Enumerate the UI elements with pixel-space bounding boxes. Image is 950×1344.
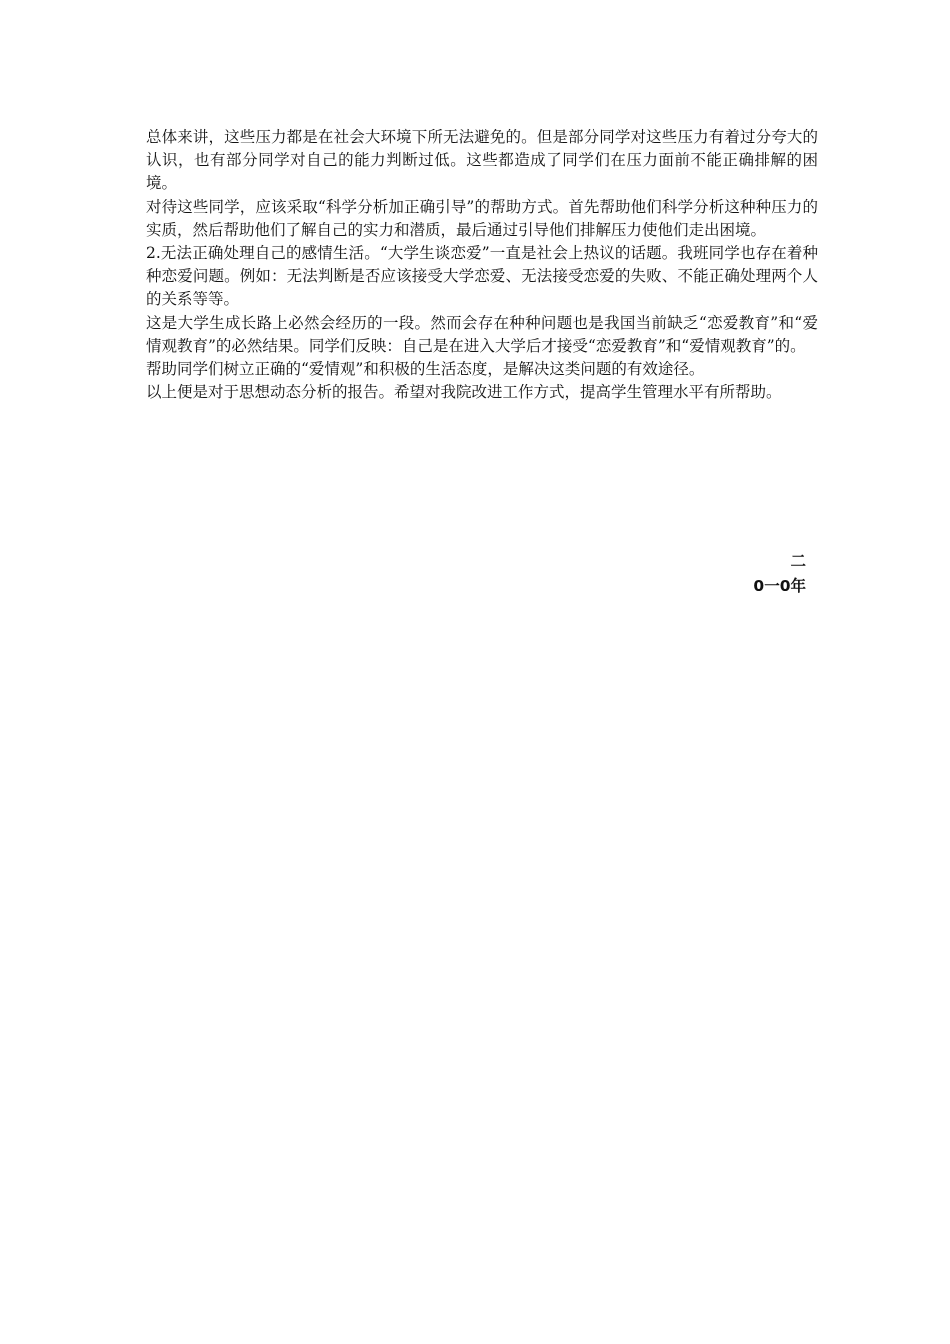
signoff-date bbox=[753, 549, 806, 599]
paragraph-conclusion: 以上便是对于思想动态分析的报告。希望对我院改进工作方式，提高学生管理水平有所帮助。 bbox=[146, 383, 782, 402]
signoff-line-2: 0一0年 bbox=[753, 577, 806, 595]
signoff-line-1: 二 bbox=[790, 552, 806, 570]
document-body bbox=[146, 126, 818, 404]
paragraph-emotional-life: 2.无法正确处理自己的感情生活。“大学生谈恋爱”一直是社会上热议的话题。我班同学也存在着种种恋爱问题。例如：无法判断是否应该接受大学恋爱、无法接受恋爱的失败、不能正确处理两个人的关系等等。 bbox=[146, 244, 818, 309]
paragraph-solution: 帮助同学们树立正确的“爱情观”和积极的生活态度，是解决这类问题的有效途径。 bbox=[146, 360, 705, 379]
paragraph-pressure-summary: 总体来讲，这些压力都是在社会大环境下所无法避免的。但是部分同学对这些压力有着过分夸大的认识，也有部分同学对自己的能力判断过低。这些都造成了同学们在压力面前不能正确排解的困境。 bbox=[146, 128, 818, 193]
paragraph-love-education: 这是大学生成长路上必然会经历的一段。然而会存在种种问题也是我国当前缺乏“恋爱教育”和“爱情观教育”的必然结果。同学们反映：自己是在进入大学后才接受“恋爱教育”和“爱情观教育”的。 bbox=[146, 313, 818, 355]
paragraph-help-approach: 对待这些同学，应该采取“科学分析加正确引导”的帮助方式。首先帮助他们科学分析这种种压力的实质，然后帮助他们了解自己的实力和潜质，最后通过引导他们排解压力使他们走出困境。 bbox=[146, 197, 818, 239]
